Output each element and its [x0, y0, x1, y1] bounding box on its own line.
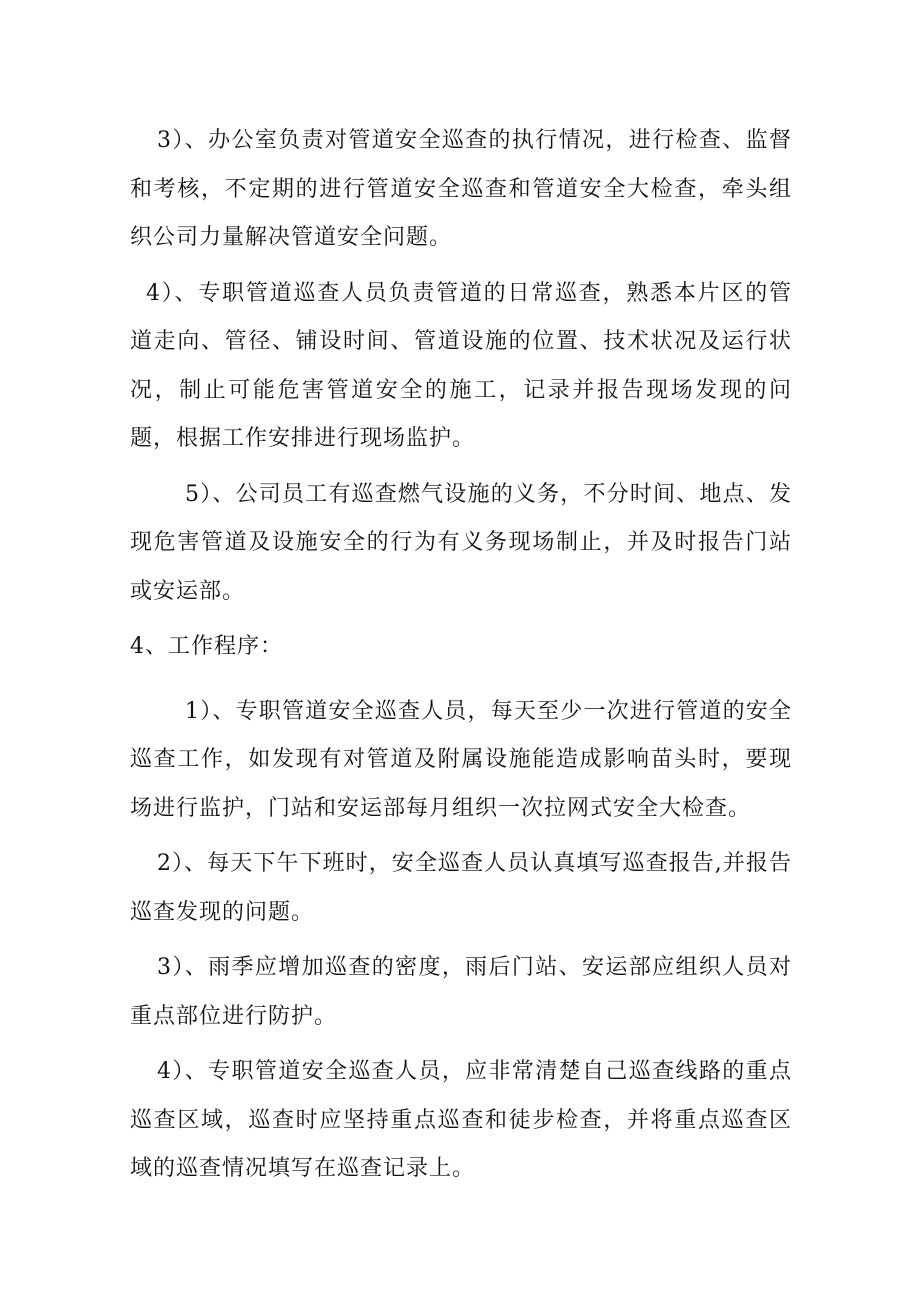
section-heading-work-procedure: 4、工作程序： [130, 634, 283, 659]
paragraph-rainy-season: 3）、雨季应增加巡查的密度，雨后门站、安运部应组织人员对重点部位进行防护。 [130, 955, 792, 1029]
paragraph-patrol-report: 2）、每天下午下班时，安全巡查人员认真填写巡查报告,并报告巡查发现的问题。 [130, 851, 792, 925]
paragraph-office-duty: 3）、办公室负责对管道安全巡查的执行情况，进行检查、监督和考核，不定期的进行管道安全巡查和管道安全大检查，牵头组织公司力量解决管道安全问题。 [130, 128, 792, 250]
paragraph-key-areas: 4）、专职管道安全巡查人员，应非常清楚自己巡查线路的重点巡查区域，巡查时应坚持重点巡查和徒步检查，并将重点巡查区域的巡查情况填写在巡查记录上。 [130, 1059, 792, 1181]
paragraph-employee-duty: 5）、公司员工有巡查燃气设施的义务，不分时间、地点、发现危害管道及设施安全的行为有义务现场制止，并及时报告门站或安运部。 [130, 481, 792, 604]
paragraph-daily-patrol: 1）、专职管道安全巡查人员，每天至少一次进行管道的安全巡查工作，如发现有对管道及附属设施能造成影响苗头时，要现场进行监护，门站和安运部每月组织一次拉网式安全大检查。 [130, 698, 792, 821]
document-body [130, 117, 792, 1201]
paragraph-patrol-staff-duty: 4）、专职管道巡查人员负责管道的日常巡查，熟悉本片区的管道走向、管径、铺设时间、管道设施的位置、技术状况及运行状况，制止可能危害管道安全的施工，记录并报告现场发现的问题，根据工作安排进行现场监护。 [130, 280, 792, 451]
